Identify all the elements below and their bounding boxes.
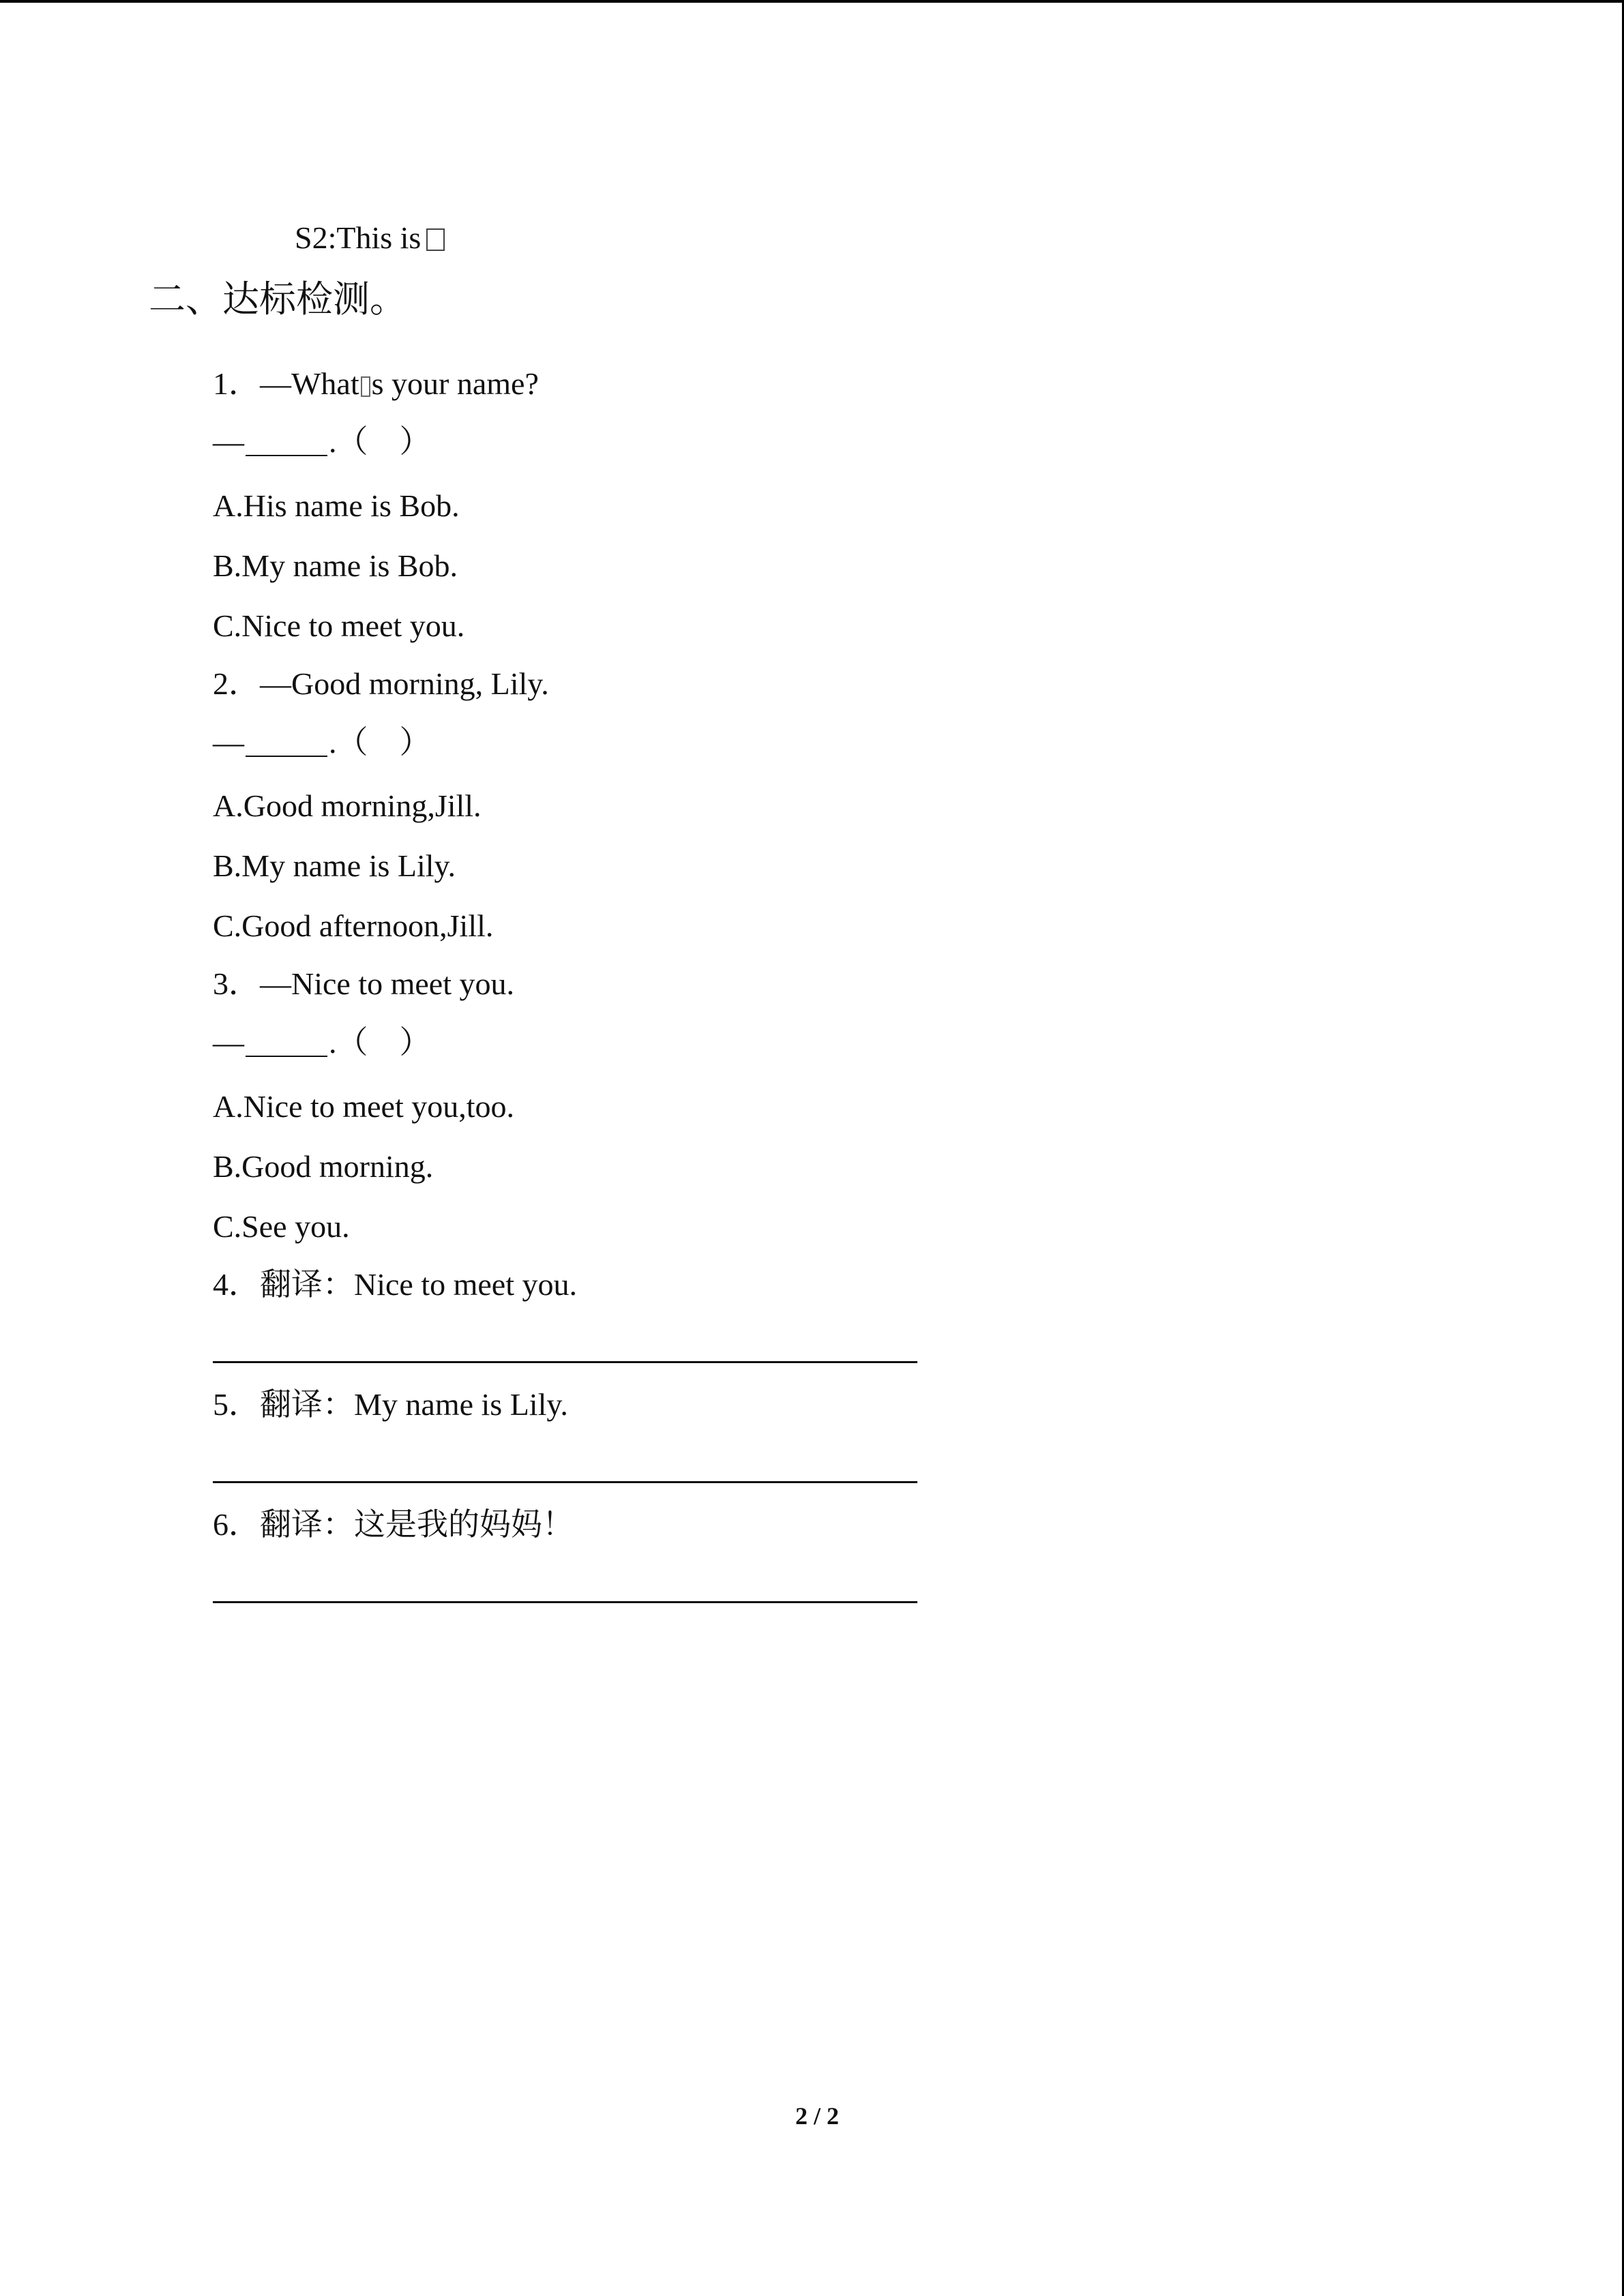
top-border	[0, 0, 1624, 3]
question-2-answer	[213, 727, 431, 758]
question-6-prompt	[213, 1509, 574, 1540]
answer-parentheses: .（ ）	[329, 1025, 431, 1060]
question-text: 翻译：Nice to meet you.	[260, 1267, 578, 1302]
answer-dash: —	[213, 725, 244, 760]
section-heading: 二、达标检测。	[149, 279, 407, 320]
question-text: 翻译：这是我的妈妈！	[260, 1507, 574, 1542]
question-number: 2．	[213, 666, 260, 701]
answer-blank[interactable]	[246, 430, 327, 456]
question-3-prompt	[213, 968, 514, 1000]
question-text: —Nice to meet you.	[260, 966, 515, 1001]
answer-blank[interactable]	[246, 1031, 327, 1057]
question-number: 3．	[213, 966, 260, 1001]
question-text: —What	[260, 366, 359, 401]
question-1-option-a: A.His name is Bob.	[213, 488, 460, 523]
missing-glyph-box	[426, 228, 445, 251]
question-1-option-c: C.Nice to meet you.	[213, 608, 465, 643]
question-2-option-c: C.Good afternoon,Jill.	[213, 908, 494, 943]
question-1-option-b: B.My name is Bob.	[213, 548, 458, 583]
answer-parentheses: .（ ）	[329, 725, 431, 760]
question-3-answer	[213, 1027, 431, 1058]
question-4-answer-line[interactable]	[213, 1361, 917, 1363]
missing-apostrophe-box	[361, 376, 370, 397]
question-3-option-a: A.Nice to meet you,too.	[213, 1089, 515, 1124]
s2-text: S2:This is	[295, 220, 422, 255]
question-text: s your name?	[371, 366, 539, 401]
question-2-prompt	[213, 668, 549, 700]
answer-parentheses: .（ ）	[329, 424, 431, 459]
question-5-answer-line[interactable]	[213, 1481, 917, 1483]
question-1-answer	[213, 426, 431, 458]
question-2-option-b: B.My name is Lily.	[213, 848, 456, 883]
answer-dash: —	[213, 1025, 244, 1060]
question-number: 6．	[213, 1507, 260, 1542]
question-number: 5．	[213, 1387, 260, 1422]
question-1-prompt	[213, 368, 539, 400]
question-2-option-a: A.Good morning,Jill.	[213, 788, 482, 823]
question-text: 翻译：My name is Lily.	[260, 1387, 568, 1422]
question-number: 1．	[213, 366, 260, 401]
question-3-option-b: B.Good morning.	[213, 1149, 434, 1184]
question-number: 4．	[213, 1267, 260, 1302]
answer-dash: —	[213, 424, 244, 459]
question-6-answer-line[interactable]	[213, 1601, 917, 1603]
page-number: 2 / 2	[795, 2102, 840, 2130]
question-3-option-c: C.See you.	[213, 1209, 350, 1244]
answer-blank[interactable]	[246, 731, 327, 757]
question-text: —Good morning, Lily.	[260, 666, 549, 701]
s2-line	[295, 222, 445, 254]
question-4-prompt	[213, 1269, 577, 1300]
question-5-prompt	[213, 1389, 568, 1420]
